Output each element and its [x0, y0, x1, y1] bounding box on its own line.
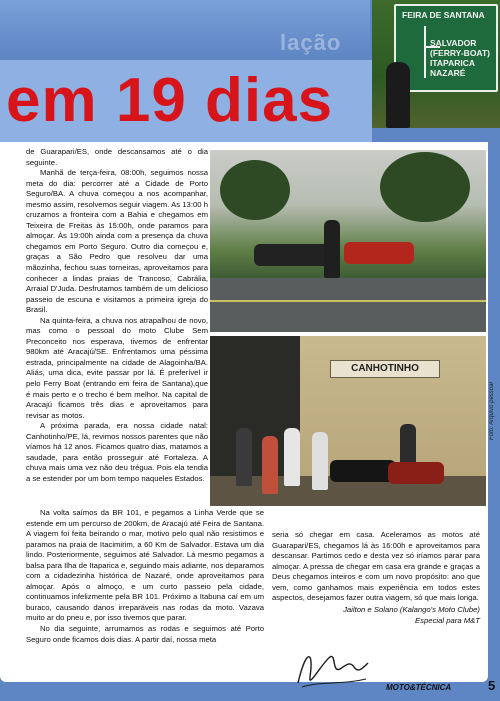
motorcycle-red — [344, 242, 414, 264]
paragraph: seria só chegar em casa. Aceleramos as motos até Guarapari/ES, chegamos lá às 16:00h e aproveitamos para descansar. Partimos cedo e desta vez só iríamos parar para almoçar. A pressa de chegar em casa era grande e graças a Deus chegamos inteiros e com um novo propósito: ano que vem, como ganhamos mais experiência em todos estes aspectos, desejamos fazer outra viagem, só que mais longa. — [272, 530, 480, 603]
sign-line: SALVADOR — [430, 38, 477, 48]
photo-credit: Foto: Arquivo pessoal — [489, 382, 495, 440]
page-number: 5 — [488, 678, 496, 693]
paragraph: No dia seguinte, arrumamos as rodas e seguimos até Porto Seguro onde ficamos dois dias. A partir daí, nossa meta — [26, 624, 264, 644]
motorcycle — [330, 460, 396, 482]
paragraph: Na volta saímos da BR 101, e pegamos a Linha Verde que se estende em um percurso de 200km, de Aracajú até Feira de Santana. A viagem foi feita beirando o mar, motivo pelo qual não resistimos e paramos na praia de Itacimirim, a 60 Km de Salvador. Estava um dia lindo. Posteriormente, seguimos até Salvador. Lá mesmo pegamos a balsa para Ilha de Itaparica e, seguindo mais adiante, nos deparamos com a cidadezinha histórica de Nazaré, onde aproveitamos para almoçar. Após o almoço, e um curto passeio pela cidade, continuamos infelizmente pela BR 101. Próximo a Itabuna caí em um buraco, causando danos irreparáveis nas rodas da moto. Vazava muito ar do pneu e, por isso tivemos que parar. — [26, 508, 264, 623]
paragraph: de Guarapari/ES, onde descansamos até o dia seguinte. — [26, 147, 208, 167]
road — [210, 278, 486, 332]
author-credit-line: Especial para M&T — [415, 616, 480, 625]
article-left-column — [26, 147, 208, 485]
person-figure — [236, 428, 252, 486]
author-credits — [300, 604, 480, 626]
sign-line: (FERRY-BOAT) — [430, 48, 490, 58]
motorcycles-road-photo — [210, 150, 486, 332]
ghost-title-fragment: lação — [280, 30, 342, 55]
magazine-footer: MOTO&TÉCNICA — [386, 683, 452, 692]
author-credit-line: Jailton e Solano (Kalango's Moto Clube) — [343, 605, 480, 614]
sign-line: NAZARÉ — [430, 68, 466, 78]
sign-line: FEIRA DE SANTANA — [402, 10, 485, 20]
paragraph: Manhã de terça-feira, 08:00h, seguimos nossa meta do dia: percorrer até a Cidade de Porto Seguro/BA. A chuva começou a nos acompanhar, mesmo assim, resolvemos seguir viagem. As 13:00 h cruzamos a fronteira com a Bahia e chegamos em Teixeira de Freitas às 15:00h, onde paramos para almoçar. Às 19:00h ainda com a presença da chuva chegamos em Porto Seguro. Outro dia começou e, graças a São Pedro que resolveu dar uma mãozinha, fechou suas torneiras, aproveitamos para conhecer a lindas praias de Trancoso, Cabrália, Arraial D'Juda. Desfrutamos também de um delicioso passeio de escuna e visitamos a primeira igreja do Brasil. — [26, 168, 208, 315]
handwritten-signature — [292, 643, 372, 693]
road-sign-photo — [372, 0, 500, 128]
tree — [380, 152, 470, 222]
article-bottom-right — [272, 530, 480, 604]
canhotinho-station-photo — [210, 336, 486, 506]
motorcycle-black — [254, 244, 330, 266]
sign-line: ITAPARICA — [430, 58, 476, 68]
person-figure — [262, 436, 278, 494]
arrow-up-icon — [424, 26, 426, 78]
person-figure — [324, 220, 340, 278]
motorcycle — [388, 462, 444, 484]
tree — [220, 160, 290, 220]
paragraph: Na quinta-feira, a chuva nos atrapalhou de novo, mas como o pessoal do moto Clube Sem Preconceito nos esperava, tivemos de enfrentar 980km até Aracajú/SE. Enfrentamos uma péssima estrada, principalmente na cidade de Alagoinha/BA. Aliás, uma dica, evite passar por lá. É preferível ir pelo Ferry Boat (entrando em feira de Santana),que é mais perto e o trecho é bem melhor. Na capital de Aracajú ficamos três dias e aproveitamos para revisar as motos. — [26, 315, 208, 420]
paragraph: A próxima parada, era nossa cidade natal: Canhotinho/PE, lá, revimos nossos parentes que não víamos há 12 anos. Ficamos quatro dias, matamos a saudade, para então prosseguir até Fortaleza. A chuva mais uma vez não deu trégua. Pois ela tendia a se estender por um bom tempo naqueles Estados. — [26, 421, 208, 483]
article-headline: em 19 dias — [6, 66, 334, 135]
person-figure — [284, 428, 300, 486]
road-line — [210, 300, 486, 302]
station-sign: CANHOTINHO — [330, 360, 440, 378]
rider-figure — [386, 62, 410, 128]
article-bottom-left — [26, 508, 264, 645]
person-figure — [312, 432, 328, 490]
